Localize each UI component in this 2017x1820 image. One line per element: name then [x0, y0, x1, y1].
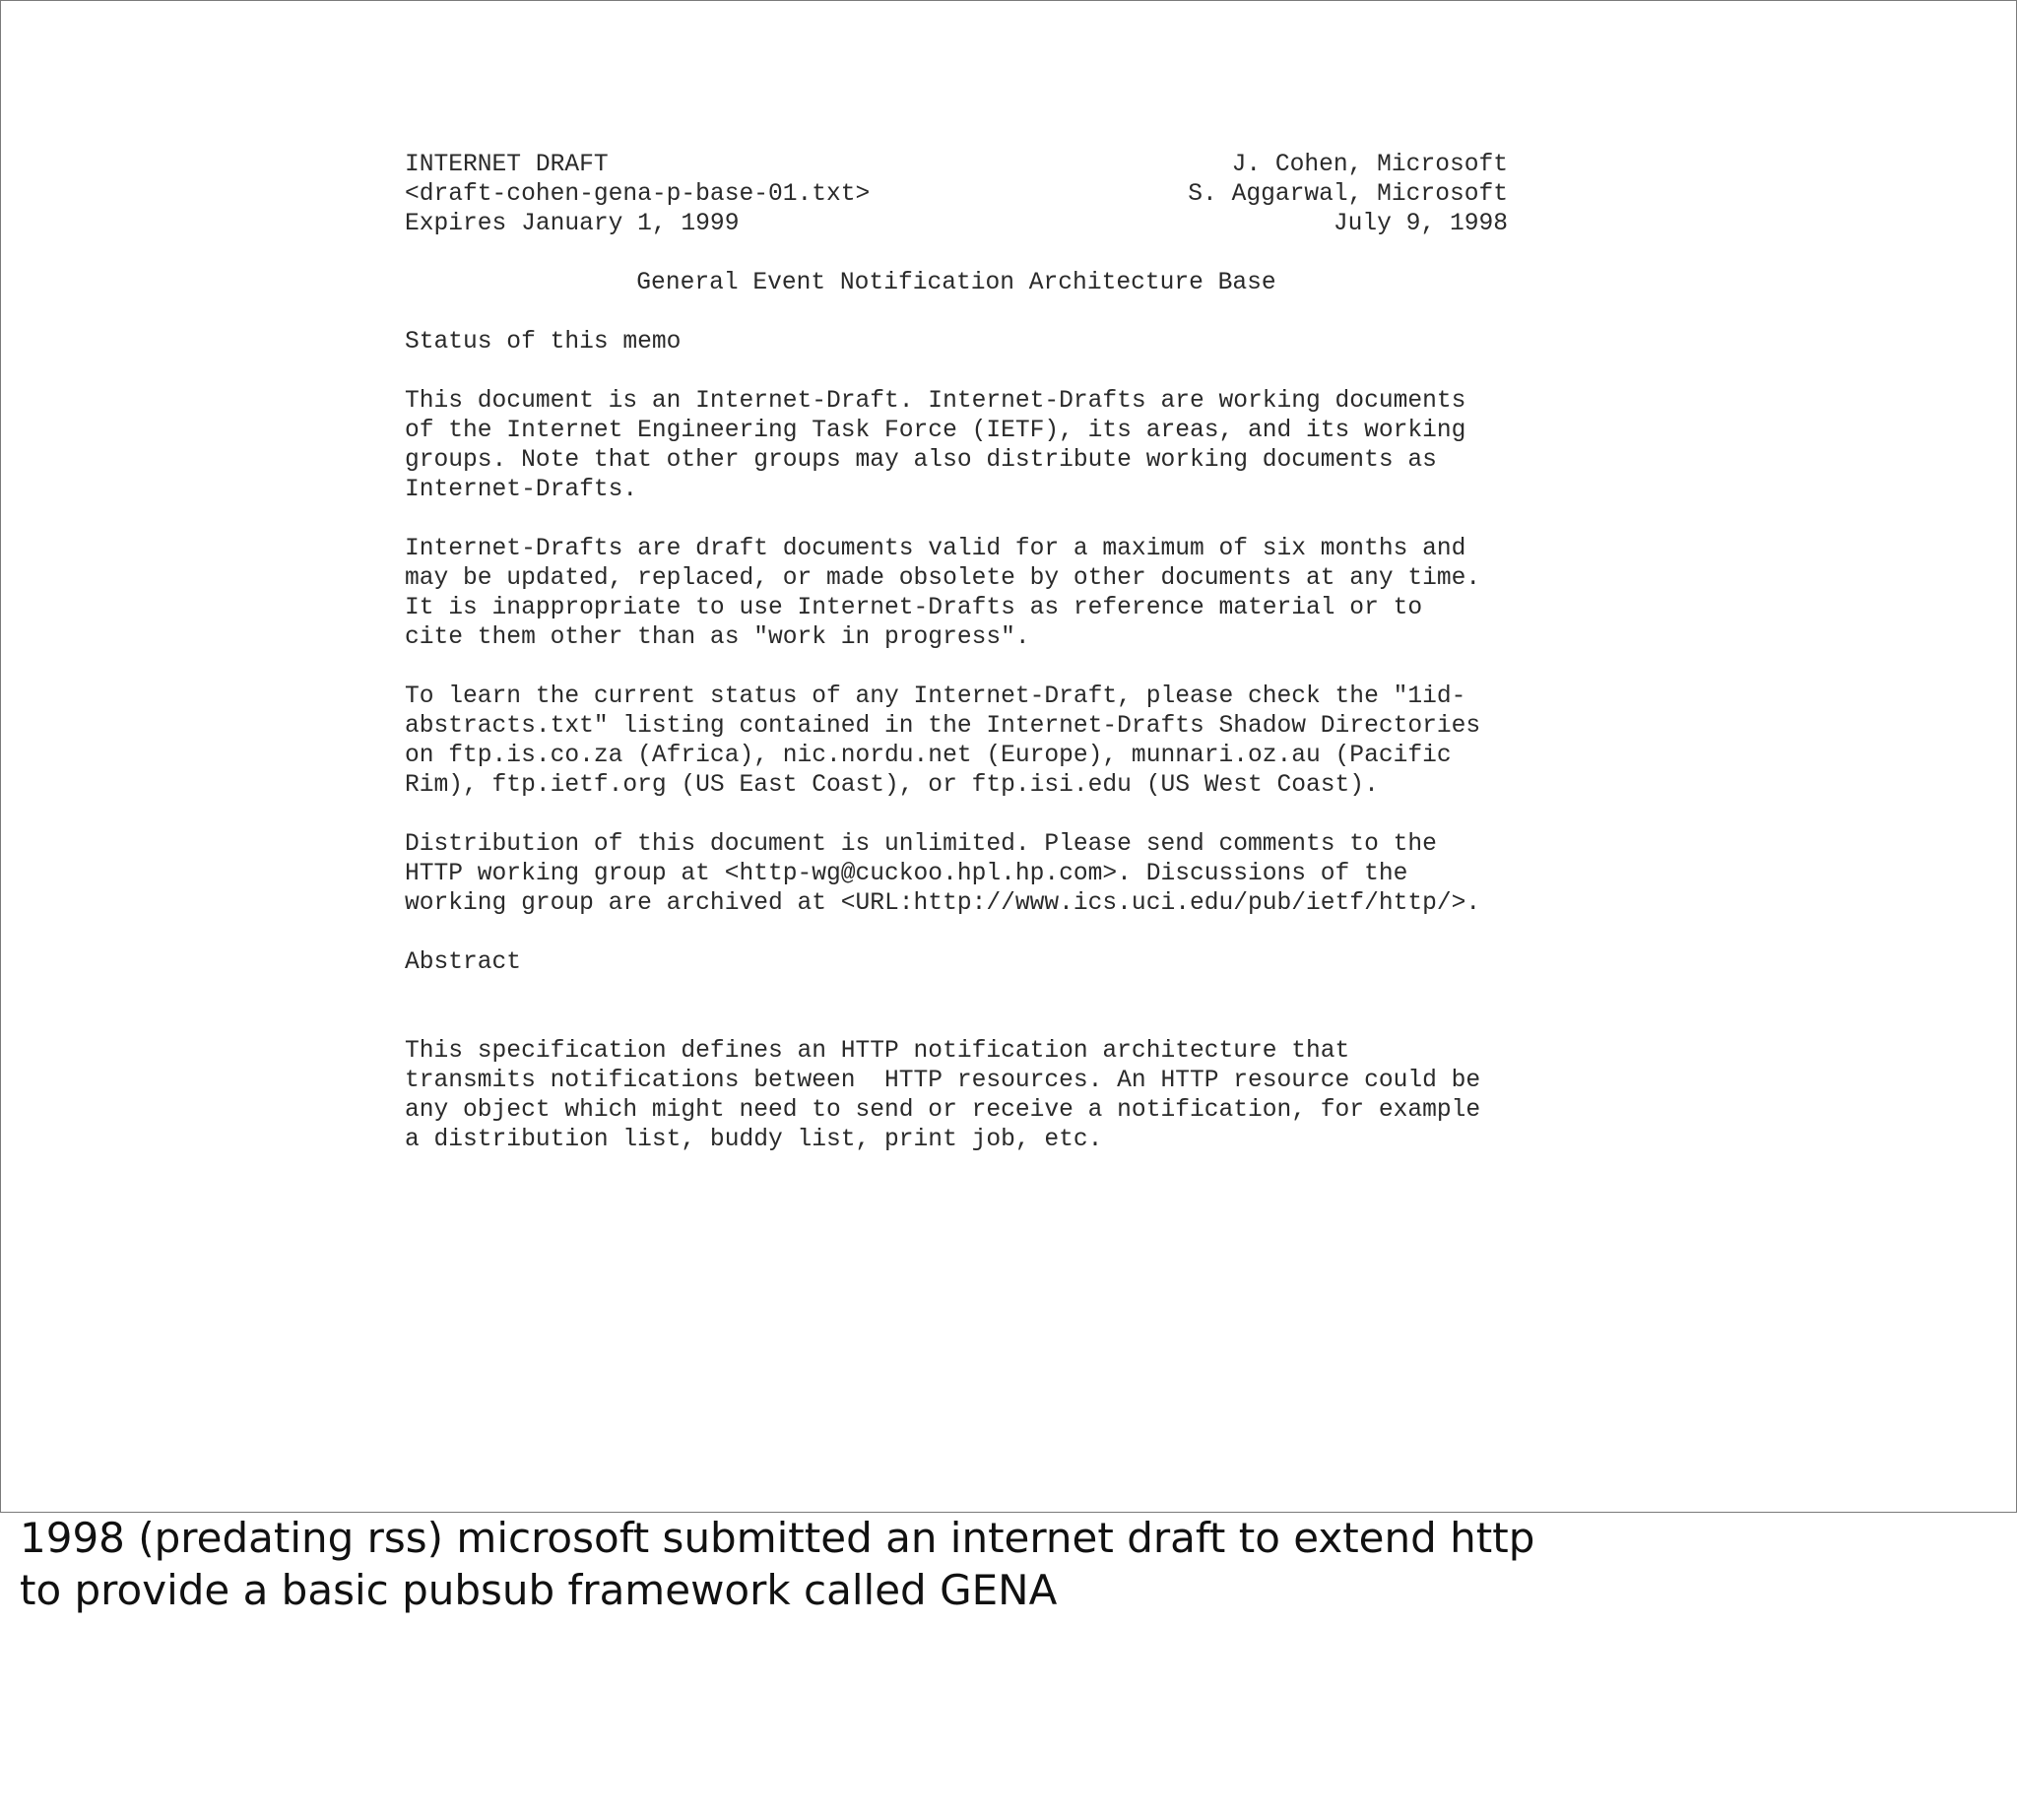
header-row	[405, 151, 1508, 180]
caption-line-1: 1998 (predating rss) microsoft submitted an internet draft to extend http	[20, 1514, 1535, 1562]
paragraph-1	[405, 387, 1577, 505]
header-row	[405, 210, 1508, 239]
header-row	[405, 180, 1508, 210]
header-left-2: <draft-cohen-gena-p-base-01.txt>	[405, 181, 871, 208]
abstract-heading: Abstract	[405, 949, 522, 976]
speaker-caption	[20, 1512, 1891, 1616]
text-line: It is inappropriate to use Internet-Drafts as reference material or to	[405, 595, 1423, 621]
text-line: Distribution of this document is unlimited. Please send comments to the	[405, 831, 1437, 858]
text-line: transmits notifications between HTTP resources. An HTTP resource could be	[405, 1068, 1481, 1094]
caption-line-2: to provide a basic pubsub framework called GENA	[20, 1566, 1058, 1614]
text-line: Rim), ftp.ietf.org (US East Coast), or ftp.isi.edu (US West Coast).	[405, 772, 1379, 799]
paragraph-2	[405, 535, 1577, 653]
document-title: General Event Notification Architecture Base	[636, 270, 1276, 296]
internet-draft-document	[405, 151, 1577, 1155]
header-right-1: J. Cohen, Microsoft	[1231, 152, 1508, 178]
status-heading: Status of this memo	[405, 329, 682, 356]
text-line: on ftp.is.co.za (Africa), nic.nordu.net (Europe), munnari.oz.au (Pacific	[405, 743, 1452, 769]
text-line: of the Internet Engineering Task Force (IETF), its areas, and its working	[405, 418, 1466, 444]
header-left-3: Expires January 1, 1999	[405, 211, 740, 237]
text-line: This specification defines an HTTP notification architecture that	[405, 1038, 1350, 1065]
text-line: groups. Note that other groups may also distribute working documents as	[405, 447, 1437, 474]
text-line: cite them other than as "work in progress".	[405, 624, 1030, 651]
text-line: working group are archived at <URL:http://www.ics.uci.edu/pub/ietf/http/>.	[405, 890, 1481, 917]
text-line: may be updated, replaced, or made obsolete by other documents at any time.	[405, 565, 1481, 592]
header-right-3: July 9, 1998	[1333, 211, 1508, 237]
text-line: Internet-Drafts.	[405, 477, 638, 503]
paragraph-4	[405, 830, 1577, 919]
header-left-1: INTERNET DRAFT	[405, 152, 609, 178]
text-line: any object which might need to send or receive a notification, for example	[405, 1097, 1481, 1124]
header-right-2: S. Aggarwal, Microsoft	[1188, 181, 1508, 208]
abstract-paragraph	[405, 1037, 1577, 1155]
text-line: HTTP working group at <http-wg@cuckoo.hpl.hp.com>. Discussions of the	[405, 861, 1408, 887]
text-line: This document is an Internet-Draft. Internet-Drafts are working documents	[405, 388, 1466, 415]
text-line: a distribution list, buddy list, print job, etc.	[405, 1127, 1103, 1153]
text-line: Internet-Drafts are draft documents valid for a maximum of six months and	[405, 536, 1466, 562]
text-line: To learn the current status of any Internet-Draft, please check the "1id-	[405, 683, 1466, 710]
paragraph-3	[405, 682, 1577, 801]
text-line: abstracts.txt" listing contained in the Internet-Drafts Shadow Directories	[405, 713, 1481, 740]
